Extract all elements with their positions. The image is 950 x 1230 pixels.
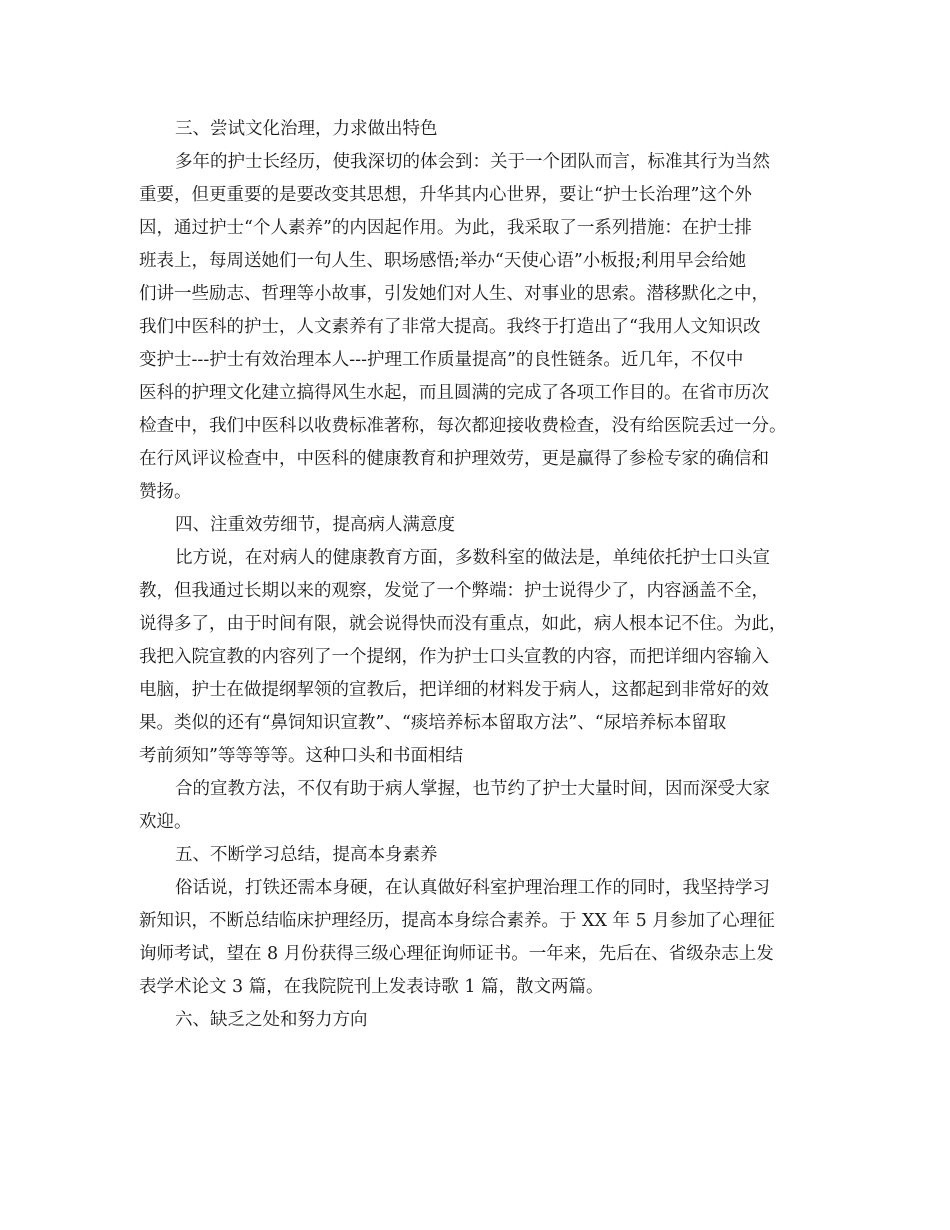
paragraph-line: 俗话说，打铁还需本身硬，在认真做好科室护理治理工作的同时，我坚持学习 (175, 878, 770, 898)
paragraph-line: 教，但我通过长期以来的观察，发觉了一个弊端：护士说得少了，内容涵盖不全， (139, 581, 769, 601)
paragraph-line: 欢迎。 (139, 812, 192, 832)
section-heading-6: 六、缺乏之处和努力方向 (175, 1010, 368, 1030)
paragraph-line: 重要，但更重要的是要改变其思想，升华其内心世界，要让“护士长治理”这个外 (139, 185, 752, 205)
paragraph-line: 变护士---护士有效治理本人---护理工作质量提高”的良性链条。近几年，不仅中 (139, 350, 744, 370)
paragraph-line: 电脑，护士在做提纲挈领的宣教后，把详细的材料发于病人，这都起到非常好的效 (139, 680, 769, 700)
document-body (139, 113, 829, 1037)
paragraph-line: 合的宣教方法，不仅有助于病人掌握，也节约了护士大量时间，因而深受大家 (175, 779, 770, 799)
paragraph-line: 赞扬。 (139, 482, 192, 502)
paragraph-line: 比方说，在对病人的健康教育方面，多数科室的做法是，单纯依托护士口头宣 (175, 548, 770, 568)
paragraph-line: 在行风评议检查中，中医科的健康教育和护理效劳，更是赢得了参检专家的确信和 (139, 449, 769, 469)
paragraph-line: 考前须知”等等等等。这种口头和书面相结 (139, 746, 463, 766)
paragraph-line: 询师考试，望在 8 月份获得三级心理征询师证书。一年来，先后在、省级杂志上发 (139, 944, 774, 964)
paragraph-line: 我们中医科的护士，人文素养有了非常大提高。我终于打造出了“我用人文知识改 (139, 317, 761, 337)
section-heading-4: 四、注重效劳细节，提高病人满意度 (175, 515, 455, 535)
paragraph-line: 我把入院宣教的内容列了一个提纲，作为护士口头宣教的内容，而把详细内容输入 (139, 647, 769, 667)
paragraph-line: 们讲一些励志、哲理等小故事，引发她们对人生、对事业的思索。潜移默化之中， (139, 284, 769, 304)
paragraph-line: 说得多了，由于时间有限，就会说得快而没有重点，如此，病人根本记不住。为此， (139, 614, 787, 634)
paragraph-line: 新知识，不断总结临床护理经历，提高本身综合素养。于 XX 年 5 月参加了心理征 (139, 911, 775, 931)
paragraph-line: 因，通过护士“个人素养”的内因起作用。为此，我采取了一系列措施：在护士排 (139, 218, 752, 238)
paragraph-line: 检查中，我们中医科以收费标准著称，每次都迎接收费检查，没有给医院丢过一分。 (139, 416, 787, 436)
paragraph-line: 多年的护士长经历，使我深切的体会到：关于一个团队而言，标准其行为当然 (175, 152, 770, 172)
paragraph-line: 表学术论文 3 篇，在我院院刊上发表诗歌 1 篇，散文两篇。 (139, 977, 604, 997)
section-heading-5: 五、不断学习总结，提高本身素养 (175, 845, 438, 865)
paragraph-line: 果。类似的还有“鼻饲知识宣教”、“痰培养标本留取方法”、“尿培养标本留取 (139, 713, 727, 733)
section-heading-3: 三、尝试文化治理，力求做出特色 (175, 119, 438, 139)
paragraph-line: 医科的护理文化建立搞得风生水起，而且圆满的完成了各项工作目的。在省市历次 (139, 383, 769, 403)
paragraph-line: 班表上，每周送她们一句人生、职场感悟;举办“天使心语”小板报;利用早会给她 (139, 251, 747, 271)
